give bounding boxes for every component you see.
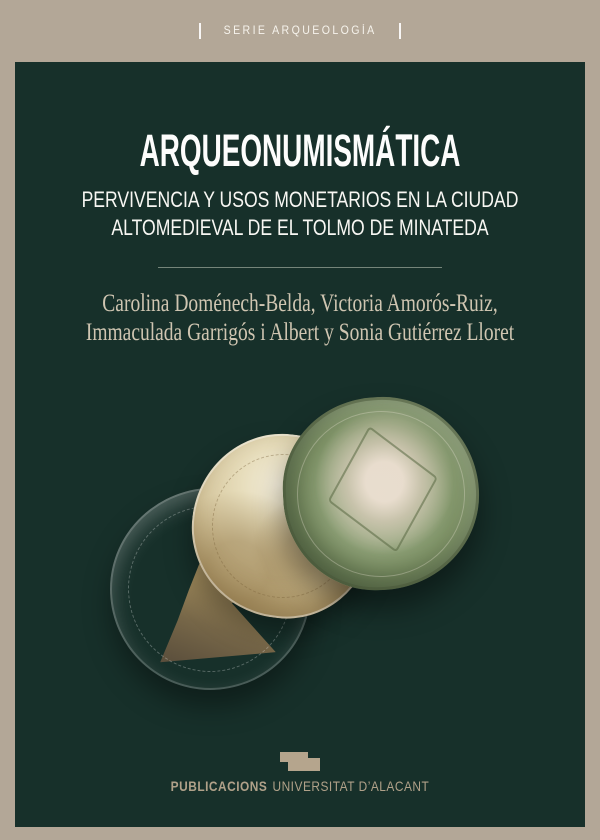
- publisher-logo-icon: [280, 752, 320, 771]
- coin-artwork: [15, 62, 585, 827]
- cover-panel: [15, 62, 585, 827]
- logo-block-bottom: [288, 758, 320, 771]
- subtitle-line-2: ALTOMEDIEVAL DE EL TOLMO DE MINATEDA: [111, 215, 489, 240]
- series-label: SERIE ARQUEOLOGÍA: [223, 25, 377, 37]
- series-divider-left: [199, 23, 201, 39]
- publisher-name-bold: PUBLICACIONS: [170, 778, 268, 794]
- publisher-name: [58, 778, 543, 794]
- authors-line-2: Immaculada Garrigós i Albert y Sonia Gutiérrez Lloret: [85, 319, 515, 346]
- publisher-name-regular: UNIVERSITAT D’ALACANT: [272, 778, 430, 794]
- subtitle-line-1: PERVIVENCIA Y USOS MONETARIOS EN LA CIUDAD: [81, 187, 519, 212]
- authors-line-1: Carolina Doménech-Belda, Victoria Amorós-Ruiz,: [102, 290, 498, 317]
- book-title: ARQUEONUMISMÁTICA: [139, 125, 461, 176]
- series-band: [0, 0, 600, 62]
- series-divider-right: [399, 23, 401, 39]
